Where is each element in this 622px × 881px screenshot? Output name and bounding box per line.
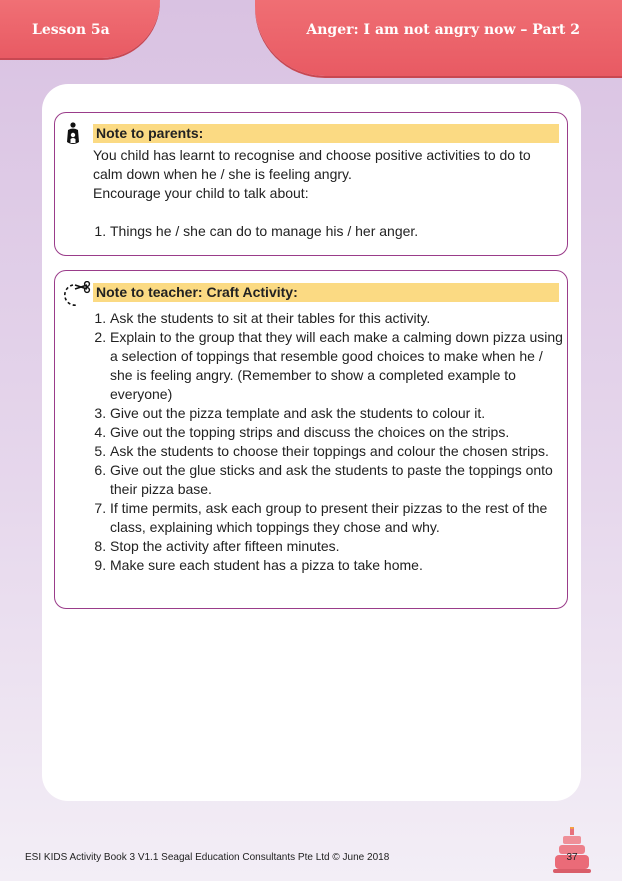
title-tab [255, 0, 622, 76]
page-title: Anger: I am not angry now – Part 2 [306, 22, 580, 38]
parents-note-intro: You child has learnt to recognise and choose positive activities to do to calm down when he / she is feeling angry. [93, 147, 531, 182]
list-item: 8. Stop the activity after fifteen minutes. [110, 537, 563, 556]
list-item: 9. Make sure each student has a pizza to take home. [110, 556, 563, 575]
parents-note-box [54, 112, 568, 256]
list-item: 3. Give out the pizza template and ask the students to colour it. [110, 404, 563, 423]
teacher-note-heading: Note to teacher: Craft Activity: [93, 283, 559, 302]
teacher-note-box [54, 270, 568, 609]
page-number: 37 [566, 852, 578, 863]
list-item: 6. Give out the glue sticks and ask the students to paste the toppings onto their pizza base. [110, 461, 563, 499]
list-item: 7. If time permits, ask each group to present their pizzas to the rest of the class, explaining which toppings they chose and why. [110, 499, 563, 537]
list-item: 4. Give out the topping strips and discuss the choices on the strips. [110, 423, 563, 442]
list-item: 1. Things he / she can do to manage his / her anger. [110, 222, 563, 241]
lesson-label: Lesson 5a [32, 22, 110, 38]
footer-text: ESI KIDS Activity Book 3 V1.1 Seagal Education Consultants Pte Ltd © June 2018 [25, 852, 390, 863]
list-item: 5. Ask the students to choose their toppings and colour the chosen strips. [110, 442, 563, 461]
parents-note-prompt: Encourage your child to talk about: [93, 185, 309, 201]
parents-note-heading: Note to parents: [93, 124, 559, 143]
teacher-note-body [93, 309, 563, 575]
parents-note-body [93, 146, 563, 241]
parent-child-icon [63, 122, 83, 153]
lesson-tab [0, 0, 160, 58]
content-panel [42, 84, 581, 801]
list-item: 2. Explain to the group that they will each make a calming down pizza using a selection of toppings that resemble good choices to make when he / she is feeling angry. (Remember to show a completed example to everyone) [110, 328, 563, 404]
scissors-icon [63, 281, 91, 312]
list-item: 1. Ask the students to sit at their tables for this activity. [110, 309, 563, 328]
